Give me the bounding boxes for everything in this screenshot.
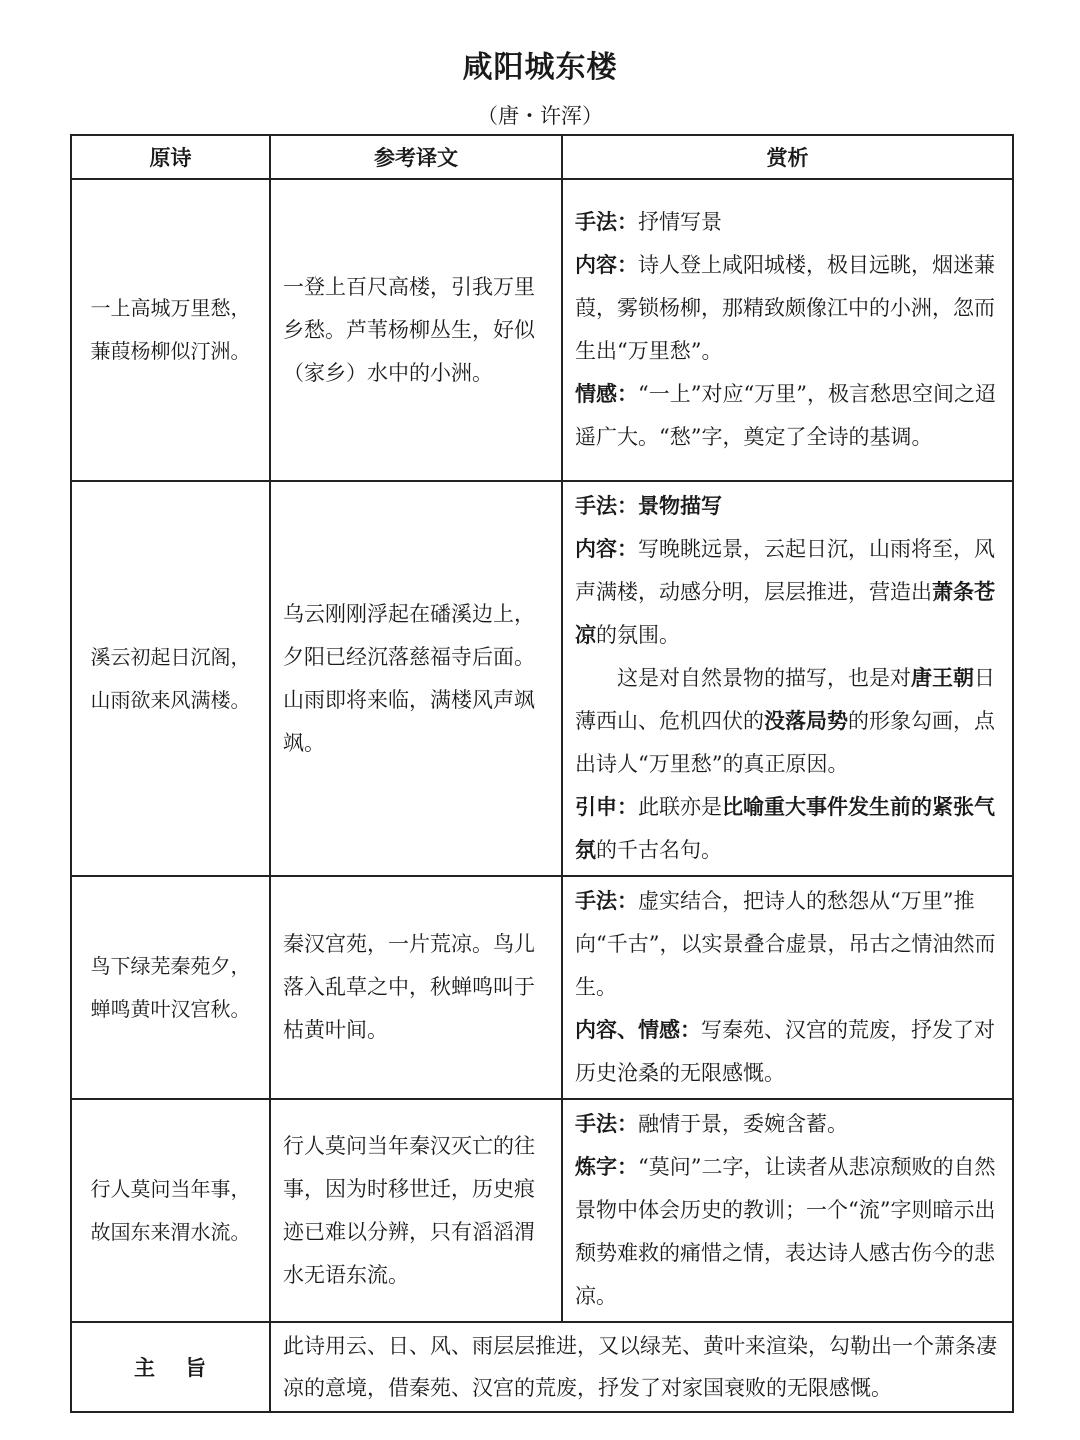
analysis-cell (562, 1099, 1013, 1322)
poem-line: 一上高城万里愁， (90, 296, 251, 320)
analysis-highlight: 比喻重大事件发生前的紧张气氛 (575, 795, 995, 862)
poem-line: 故国东来渭水流。 (90, 1219, 251, 1244)
analysis-label: 手法： (575, 1112, 638, 1136)
original-poem-cell (71, 1099, 270, 1322)
analysis-table (70, 134, 1014, 1413)
theme-row (71, 1322, 1013, 1412)
analysis-text: “一上”对应“万里”，极言愁思空间之迢遥广大。“愁”字，奠定了全诗的基调。 (575, 382, 996, 449)
page-title: 咸阳城东楼 (462, 50, 618, 85)
analysis-text: “莫问”二字，让读者从悲凉颓败的自然景物中体会历史的教训；一个“流”字则暗示出颓势难救的痛惜之情，表达诗人感古伤今的悲凉。 (575, 1155, 996, 1308)
header-original-poem: 原诗 (71, 135, 270, 179)
analysis-cell (562, 179, 1013, 481)
analysis-paragraph (575, 880, 1002, 1009)
analysis-text: 的氛围。 (596, 623, 680, 647)
analysis-text: 日薄西山、危机四伏的 (575, 666, 995, 733)
original-poem-cell (71, 876, 270, 1099)
poem-line: 山雨欲来风满楼。 (90, 687, 251, 712)
analysis-cell (562, 876, 1013, 1099)
poem-line: 溪云初起日沉阁， (90, 644, 251, 669)
translation-cell: 秦汉宫苑，一片荒凉。鸟儿落入乱草之中，秋蝉鸣叫于枯黄叶间。 (270, 876, 562, 1099)
analysis-text: 写秦苑、汉宫的荒废，抒发了对历史沧桑的无限感慨。 (575, 1018, 995, 1085)
analysis-text: 融情于景，委婉含蓄。 (638, 1112, 848, 1136)
analysis-label: 手法： (575, 494, 638, 518)
header-translation: 参考译文 (270, 135, 562, 179)
analysis-paragraph (575, 657, 1002, 786)
analysis-cell (562, 481, 1013, 876)
translation-cell: 一登上百尺高楼，引我万里乡愁。芦苇杨柳丛生，好似（家乡）水中的小洲。 (270, 179, 562, 481)
header-analysis: 赏析 (562, 135, 1013, 179)
poem-line: 行人莫问当年事， (90, 1176, 251, 1201)
analysis-paragraph (575, 786, 1002, 872)
analysis-paragraph (575, 1103, 1002, 1146)
poem-author: （唐・许浑） (477, 104, 603, 128)
analysis-label: 手法： (575, 210, 638, 234)
analysis-paragraph (575, 485, 1002, 528)
analysis-text: 写晚眺远景，云起日沉，山雨将至，风声满楼，动感分明，层层推进，营造出 (575, 537, 995, 604)
original-poem-cell (71, 179, 270, 481)
table-row (71, 481, 1013, 876)
analysis-label: 手法： (575, 889, 638, 913)
table-row (71, 876, 1013, 1099)
analysis-highlight: 萧条苍凉 (575, 580, 995, 647)
analysis-paragraph (575, 244, 1002, 373)
analysis-text: 此联亦是 (638, 795, 722, 819)
analysis-text: 虚实结合，把诗人的愁怨从“万里”推向“千古”，以实景叠合虚景，吊古之情油然而生。 (575, 889, 996, 999)
analysis-paragraph (575, 528, 1002, 657)
original-poem-cell (71, 481, 270, 876)
translation-cell: 行人莫问当年秦汉灭亡的往事，因为时移世迁，历史痕迹已难以分辨，只有滔滔渭水无语东流。 (270, 1099, 562, 1322)
analysis-text: 的千古名句。 (596, 838, 722, 862)
analysis-label: 情感： (575, 382, 638, 406)
analysis-paragraph (575, 201, 1002, 244)
analysis-label: 炼字： (575, 1155, 638, 1179)
analysis-label: 内容： (575, 537, 638, 561)
table-header-row (71, 135, 1013, 179)
analysis-highlight: 没落局势 (764, 709, 848, 733)
analysis-label: 引申： (575, 795, 638, 819)
analysis-paragraph (575, 1146, 1002, 1318)
table-row (71, 179, 1013, 481)
analysis-text: 这是对自然景物的描写，也是对 (617, 666, 911, 690)
analysis-paragraph (575, 1009, 1002, 1095)
analysis-text: 诗人登上咸阳城楼，极目远眺，烟迷蒹葭，雾锁杨柳，那精致颇像江中的小洲，忽而生出“万里愁”。 (575, 253, 995, 363)
analysis-text: 景物描写 (638, 494, 722, 518)
theme-label: 主旨 (71, 1322, 270, 1412)
analysis-text: 抒情写景 (638, 210, 722, 234)
table-row (71, 1099, 1013, 1322)
theme-text: 此诗用云、日、风、雨层层推进，又以绿芜、黄叶来渲染，勾勒出一个萧条凄凉的意境，借秦苑、汉宫的荒废，抒发了对家国衰败的无限感慨。 (270, 1322, 1013, 1412)
poem-line: 蝉鸣黄叶汉宫秋。 (90, 996, 251, 1021)
translation-cell: 乌云刚刚浮起在磻溪边上，夕阳已经沉落慈福寺后面。山雨即将来临，满楼风声飒飒。 (270, 481, 562, 876)
poem-line: 蒹葭杨柳似汀洲。 (90, 339, 251, 363)
analysis-label: 内容： (575, 253, 638, 277)
analysis-label: 内容、情感： (575, 1018, 701, 1042)
analysis-text: 的形象勾画，点出诗人“万里愁”的真正原因。 (575, 709, 995, 776)
analysis-paragraph (575, 373, 1002, 459)
analysis-highlight: 唐王朝 (911, 666, 974, 690)
poem-line: 鸟下绿芜秦苑夕， (90, 953, 251, 978)
